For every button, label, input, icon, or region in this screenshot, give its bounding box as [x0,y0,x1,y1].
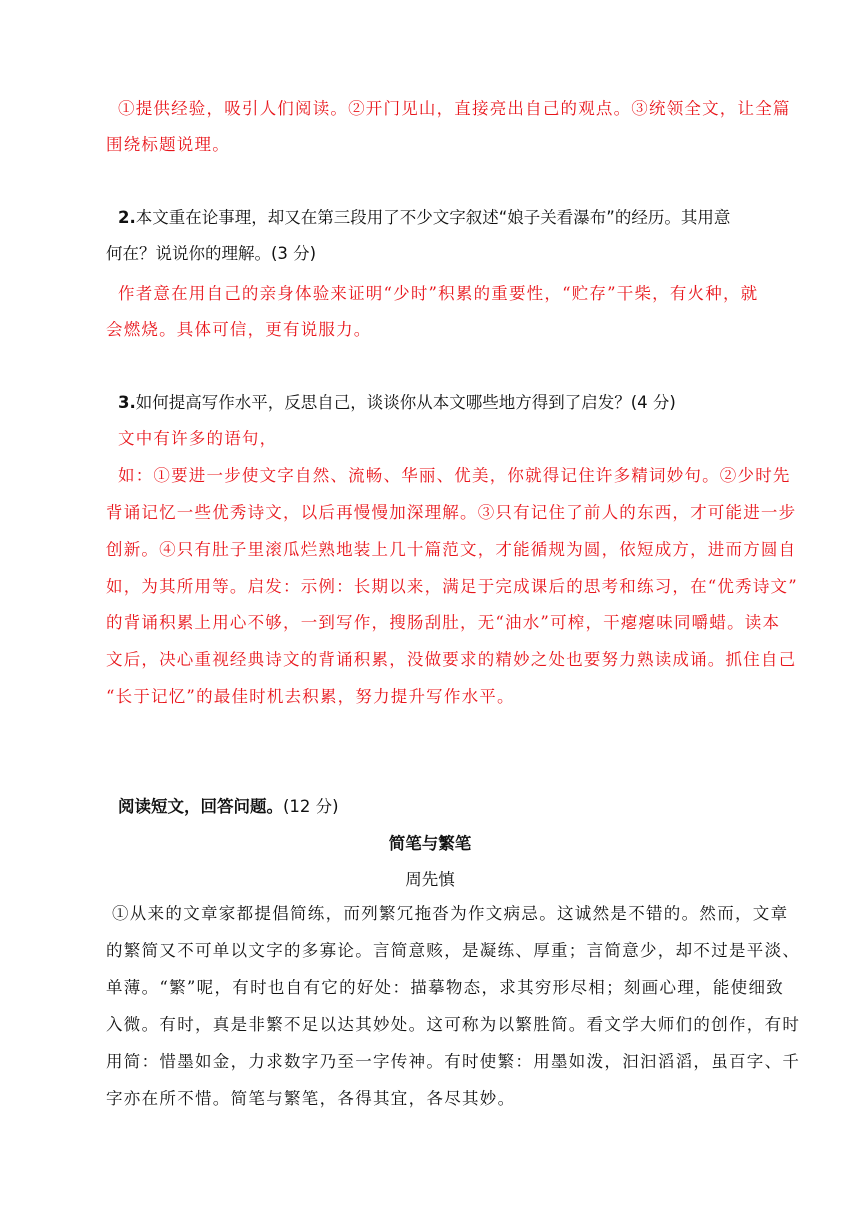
article-title: 简笔与繁笔 [388,834,472,853]
reading-instruction [118,793,339,817]
question-2-line-2: 何在？说说你的理解。(3 分) [106,244,317,263]
article-paragraph-line-3: 单薄。“繁”呢，有时也自有它的好处：描摹物态，求其穷形尽相；刻画心理，能使细致 [106,978,785,997]
question-3-number: 3. [118,393,136,412]
article-paragraph-line-2: 的繁简又不可单以文字的多寡论。言简意赅，是凝练、厚重；言简意少，却不过是平淡、 [106,941,801,960]
question-2-number: 2. [118,208,136,227]
article-paragraph-line-4: 入微。有时，真是非繁不足以达其妙处。这可称为以繁胜简。看文学大师们的创作，有时 [106,1015,801,1034]
answer-3-line-5: 如，为其所用等。启发：示例：长期以来，满足于完成课后的思考和练习，在“优秀诗文” [106,577,798,596]
answer-1-line-1: ①提供经验，吸引人们阅读。②开门见山，直接亮出自己的观点。③统领全文，让全篇 [118,99,791,118]
article-paragraph-line-1: ①从来的文章家都提倡简练，而列繁冗拖沓为作文病忌。这诚然是不错的。然而，文章 [112,904,789,923]
question-3-text: 如何提高写作水平，反思自己，谈谈你从本文哪些地方得到了启发？(4 分) [135,393,676,412]
answer-3-line-7: 文后，决心重视经典诗文的背诵积累，没做要求的精妙之处也要努力熟读成诵。抓住自己 [106,650,797,669]
article-author: 周先慎 [405,870,455,889]
reading-instruction-score: (12 分) [283,797,339,816]
answer-3-line-6: 的背诵积累上用心不够，一到写作，搜肠刮肚，无“油水”可榨，干瘪瘪味同嚼蜡。读本 [106,613,781,632]
question-2-text-1: 本文重在论事理，却又在第三段用了不少文字叙述“娘子关看瀑布”的经历。其用意 [135,208,731,227]
article-paragraph-line-6: 字亦在所不惜。简笔与繁笔，各得其宜，各尽其妙。 [106,1089,516,1108]
answer-3-line-1: 文中有许多的语句， [118,429,278,448]
answer-2-line-2: 会燃烧。具体可信，更有说服力。 [106,320,372,339]
answer-2-line-1: 作者意在用自己的亲身体验来证明“少时”积累的重要性，“贮存”干柴，有火种，就 [118,284,759,303]
answer-3-line-2: 如：①要进一步使文字自然、流畅、华丽、优美，你就得记住许多精词妙句。②少时先 [118,466,791,485]
answer-3-line-8: “长于记忆”的最佳时机去积累，努力提升写作水平。 [106,687,515,706]
answer-3-line-4: 创新。④只有肚子里滚瓜烂熟地装上几十篇范文，才能循规为圆，依短成方，进而方圆自 [106,540,797,559]
question-2-line-1 [118,204,730,228]
question-3-line [118,389,676,413]
answer-1-line-2: 围绕标题说理。 [106,135,230,154]
article-paragraph-line-5: 用简：惜墨如金，力求数字乃至一字传神。有时使繁：用墨如泼，汩汩滔滔，虽百字、千 [106,1052,801,1071]
answer-3-line-3: 背诵记忆一些优秀诗文，以后再慢慢加深理解。③只有记住了前人的东西，才可能进一步 [106,503,797,522]
reading-instruction-text: 阅读短文，回答问题。 [118,797,283,816]
